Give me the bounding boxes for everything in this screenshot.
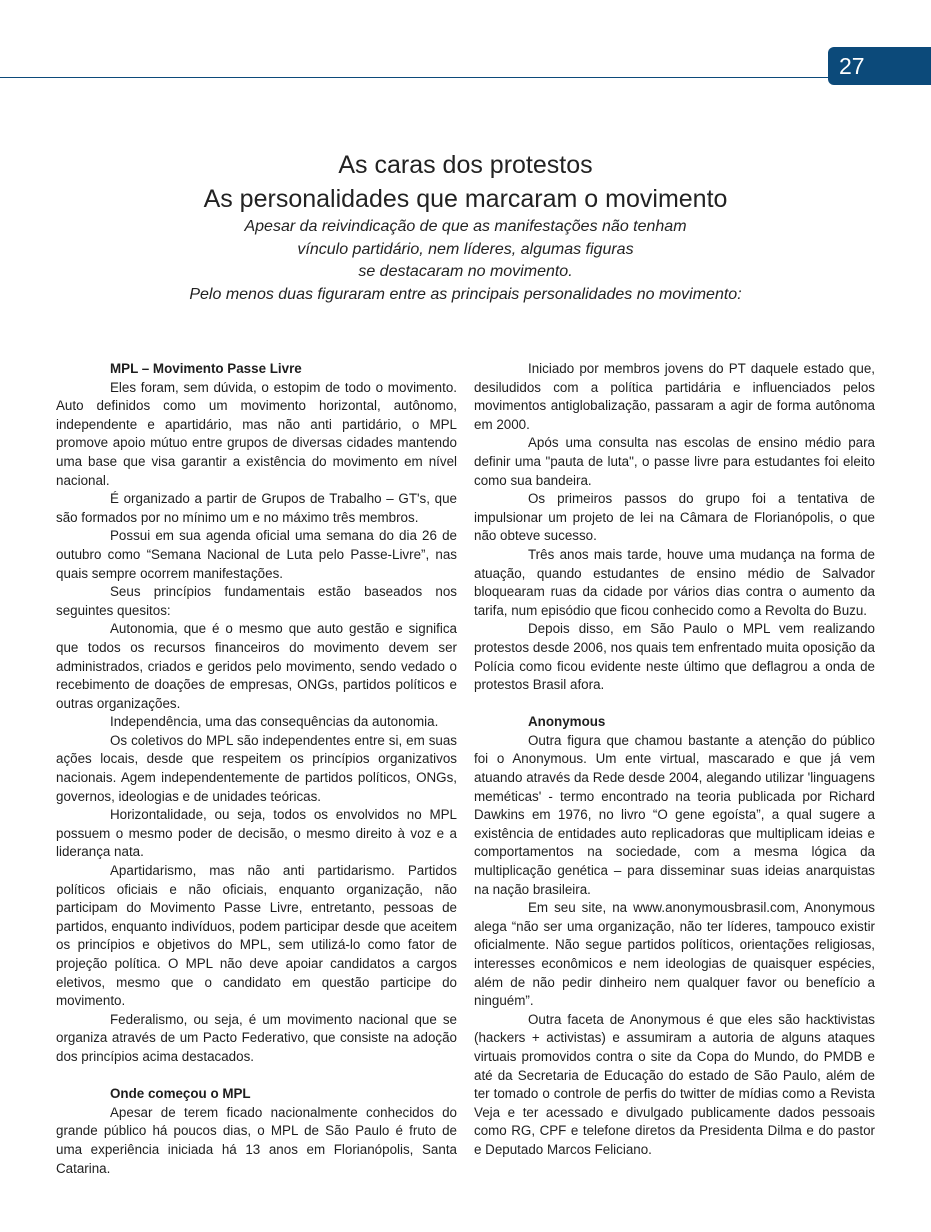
section-heading-origem: Onde começou o MPL bbox=[110, 1086, 251, 1102]
section-heading-anonymous: Anonymous bbox=[528, 714, 606, 730]
section-heading-mpl: MPL – Movimento Passe Livre bbox=[110, 361, 302, 376]
section-spacer bbox=[474, 695, 875, 714]
paragraph: Após uma consulta nas escolas de ensino médio para definir uma "pauta de luta", o passe livre para estudantes foi eleito como sua bandeira. bbox=[474, 435, 875, 488]
left-column bbox=[56, 360, 457, 1178]
paragraph: Três anos mais tarde, houve uma mudança na forma de atuação, quando estudantes de ensino médio de Salvador bloquearam ruas da cidade por vários dias contra o aumento da tarifa, num episódio que ficou conhecido como a Revolta do Buzu. bbox=[474, 546, 875, 618]
paragraph: Depois disso, em São Paulo o MPL vem realizando protestos desde 2006, nos quais tem enfrentado muita oposição da Polícia como ficou evidente neste último que deflagrou a onda de protestos Brasil afora. bbox=[474, 621, 875, 693]
paragraph: Outra figura que chamou bastante a atenção do público foi o Anonymous. Um ente virtual, mascarado e que já vem atuando através da Rede desde 2004, alegando utilizar 'linguagens meméticas' - termo encontrado na teoria publicada por Richard Dawkins em 1976, no livro “O gene egoísta”, a qual sugere a existência de entidades auto replicadoras que multiplicam ideias e comportamentos na sociedade, com a mesma lógica da multiplicação genética – para disseminar suas ideias anarquistas na nação brasileira. bbox=[474, 732, 875, 897]
paragraph: Em seu site, na www.anonymousbrasil.com, Anonymous alega “não ser uma organização, não ter líderes, tampouco existir oficialmente. Não segue partidos políticos, orientações religiosas, interesses econômicos e nem ideologias de quaisquer espécies, além de não pedir dinheiro nem qualquer favor ou benefício a ninguém”. bbox=[474, 900, 875, 1009]
header-rule bbox=[0, 77, 840, 78]
paragraph: Os coletivos do MPL são independentes entre si, em suas ações locais, desde que respeitem os princípios organizativos nacionais. Agem independentemente de partidos políticos, ONGs, governos, ideologias e de unidades teóricas. bbox=[56, 732, 457, 804]
paragraph: Autonomia, que é o mesmo que auto gestão e significa que todos os recursos financeiros do movimento devem ser administrados, criados e geridos pelo movimento, sendo vedado o recebimento de doações de empresas, ONGs, partidos políticos e outras organizações. bbox=[56, 621, 457, 711]
paragraph: Possui em sua agenda oficial uma semana do dia 26 de outubro como “Semana Nacional de Luta pelo Passe-Livre”, nas quais sempre ocorrem manifestações. bbox=[56, 528, 457, 581]
paragraph: Horizontalidade, ou seja, todos os envolvidos no MPL possuem o mesmo poder de decisão, o mesmo direito à voz e a liderança nata. bbox=[56, 807, 457, 860]
paragraph: Os primeiros passos do grupo foi a tentativa de impulsionar um projeto de lei na Câmara de Florianópolis, o que não obteve sucesso. bbox=[474, 491, 875, 544]
right-column bbox=[474, 360, 875, 1160]
paragraph: Apartidarismo, mas não anti partidarismo. Partidos políticos oficiais e não oficiais, enquanto organização, não participam do Movimento Passe Livre, entretanto, pessoas de partidos, enquanto indivíduos, podem participar desde que aceitem os princípios e objetivos do MPL, sem utilizá-lo como fator de projeção política. O MPL não deve apoiar candidatos a cargos eletivos, mesmo que o candidato em questão participe do movimento. bbox=[56, 863, 457, 1009]
paragraph: Federalismo, ou seja, é um movimento nacional que se organiza através de um Pacto Federativo, que consiste na adoção dos princípios acima destacados. bbox=[56, 1011, 457, 1064]
article-title: As caras dos protestos bbox=[338, 151, 593, 179]
paragraph: Seus princípios fundamentais estão baseados nos seguintes quesitos: bbox=[56, 584, 457, 618]
paragraph: Independência, uma das consequências da autonomia. bbox=[110, 714, 439, 730]
paragraph: É organizado a partir de Grupos de Trabalho – GT's, que são formados por no mínimo um e no máximo três membros. bbox=[56, 491, 457, 525]
article-title-secondary: As personalidades que marcaram o movimento bbox=[203, 185, 728, 213]
paragraph: Eles foram, sem dúvida, o estopim de todo o movimento. Auto definidos como um movimento horizontal, autônomo, independente e apartidário, mas não anti partidário, o MPL promove apoio mútuo entre grupos de diversas cidades mantendo uma base que visa garantir a existência do movimento em nível nacional. bbox=[56, 379, 457, 488]
subtitle-line: se destacaram no movimento. bbox=[358, 263, 573, 280]
paragraph: Apesar de terem ficado nacionalmente conhecidos do grande público há poucos dias, o MPL de São Paulo é fruto de uma experiência iniciada há 13 anos em Florianópolis, Santa Catarina. bbox=[56, 1104, 457, 1176]
subtitle-line: Pelo menos duas figuraram entre as principais personalidades no movimento: bbox=[189, 285, 742, 303]
subtitle-line: Apesar da reivindicação de que as manifestações não tenham bbox=[244, 218, 687, 235]
paragraph: Iniciado por membros jovens do PT daquele estado que, desiludidos com a política partidária e influenciados pelos movimentos antiglobalização, passaram a agir de forma autônoma em 2000. bbox=[474, 361, 875, 432]
section-spacer bbox=[56, 1067, 457, 1086]
article-header bbox=[0, 148, 931, 306]
paragraph: Outra faceta de Anonymous é que eles são hacktivistas (hackers + activistas) e assumiram a autoria de alguns ataques virtuais promovidos contra o site da Copa do Mundo, do PMDB e até da Secretaria de Educação do estado de São Paulo, além de ter tomado o controle de perfis do twitter de mídias como a Revista Veja e ter acessado e divulgado publicamente dados pessoais como RG, CPF e telefone diretos da Presidenta Dilma e do pastor e Deputado Marcos Feliciano. bbox=[474, 1011, 875, 1157]
page-number: 27 bbox=[828, 47, 931, 85]
subtitle-line: vínculo partidário, nem líderes, algumas figuras bbox=[297, 240, 634, 258]
